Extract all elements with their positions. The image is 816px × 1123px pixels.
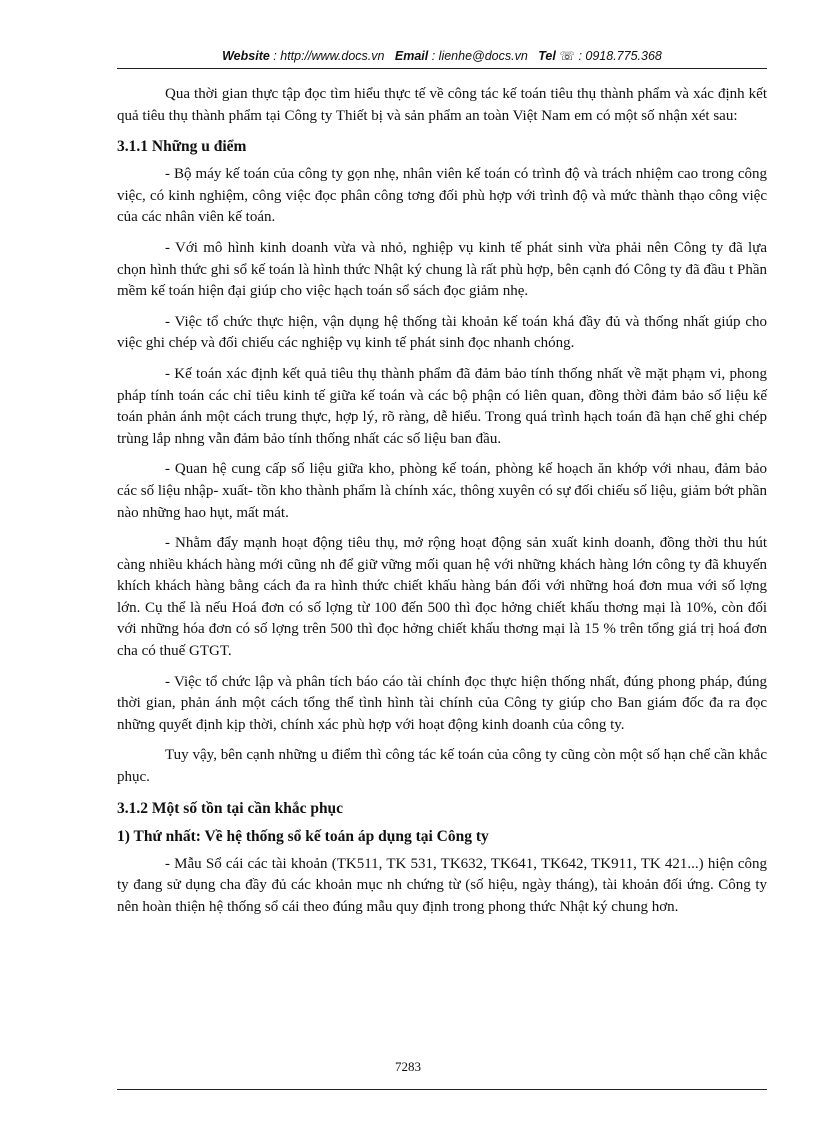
tel-value: : 0918.775.368 [578,49,662,63]
email-label: Email [394,49,429,63]
website-value: : http://www.docs.vn [273,49,385,63]
website-label: Website [222,49,270,63]
section-heading-advantages: 3.1.1 Những u điểm [117,138,247,156]
phone-icon: ☏ [559,49,575,63]
paragraph-6: - Nhằm đẩy mạnh hoạt động tiêu thụ, mở rộng hoạt động sản xuất kinh doanh, đồng thời thu hút càng nhiều khách hàng mới cũng nh để giữ vững mối quan hệ với những khách hàng lớn công ty đã khuyến khích khách hàng bằng cách đa ra hình thức chiết khấu hàng bán đối với những hoá đơn mua với số lợng lớn. Cụ thể là nếu Hoá đơn có số lợng từ 100 đến 500 thì đọc hởng chiết khấu thơng mại là 10%, còn đối với những hóa đơn có số lợng trên 500 thì đọc hởng chiết khấu thơng mại là 15 % trên tổng giá trị hoá đơn cha có thuế GTGT. [117,535,767,660]
page-number: 7283 [395,1059,421,1074]
paragraph-7: - Việc tổ chức lập và phân tích báo cáo tài chính đọc thực hiện thống nhất, đúng phong pháp, đúng thời gian, phản ánh một cách tổng thể tình hình tài chính của Công ty giúp cho Ban giám đốc đa ra đọc những quyết định kịp thời, chính xác phù hợp với hoạt động kinh doanh của công ty. [117,673,767,733]
page-header [117,48,767,69]
subsection-heading-first: 1) Thứ nhất: Về hệ thống sổ kế toán áp dụng tại Công ty [117,827,489,845]
paragraph-2: - Với mô hình kinh doanh vừa và nhỏ, nghiệp vụ kinh tế phát sinh vừa phải nên Công ty đã lựa chọn hình thức ghi sổ kế toán là hình thức Nhật ký chung là rất phù hợp, bên cạnh đó Công ty đã đầu t Phần mềm kế toán hiện đại giúp cho việc hạch toán sổ sách đọc giảm nhẹ. [117,239,767,300]
email-value: : lienhe@docs.vn [431,49,528,63]
paragraph-1: - Bộ máy kế toán của công ty gọn nhẹ, nhân viên kế toán có trình độ và trách nhiệm cao trong công việc, có kinh nghiệm, công việc đọc phân công tơng đối phù hợp với trình độ và mức thành thạo công việc của các nhân viên kế toán. [117,166,767,226]
intro-paragraph: Qua thời gian thực tập đọc tìm hiểu thực tế về công tác kế toán tiêu thụ thành phẩm và xác định kết quả tiêu thụ thành phẩm tại Công ty Thiết bị và sản phẩm an toàn Việt Nam em có một số nhận xét sau: [117,86,767,124]
document-body [117,84,767,927]
footer-rule [117,1089,767,1090]
paragraph-5: - Quan hệ cung cấp số liệu giữa kho, phòng kế toán, phòng kế hoạch ăn khớp với nhau, đảm bảo các số liệu nhập- xuất- tồn kho thành phẩm là chính xác, thông xuyên có sự đối chiếu số liệu, giảm bớt phần nào những hao hụt, mất mát. [117,461,767,521]
paragraph-4: - Kế toán xác định kết quả tiêu thụ thành phẩm đã đảm bảo tính thống nhất về mặt phạm vi, phong pháp tính toán các chỉ tiêu kinh tế giữa kế toán và các bộ phận có liên quan, đồng thời đảm bảo số liệu kế toán phản ánh một cách trung thực, hợp lý, rõ ràng, dễ hiểu. Trong quá trình hạch toán đã hạn chế ghi chép trùng lắp nhng vẫn đảm bảo tính thống nhất các số liệu ban đầu. [117,365,767,447]
tel-label: Tel [538,49,556,63]
paragraph-9: - Mẫu Sổ cái các tài khoản (TK511, TK 531, TK632, TK641, TK642, TK911, TK 421...) hiện công ty đang sử dụng cha đầy đủ các khoản mục nh chứng từ (số hiệu, ngày tháng), tài khoản đối ứng. Công ty nên hoàn thiện hệ thống sổ cái theo đúng mẫu quy định trong phong thức Nhật ký chung hơn. [117,855,767,915]
paragraph-8: Tuy vậy, bên cạnh những u điểm thì công tác kế toán của công ty cũng còn một số hạn chế cần khắc phục. [117,747,767,786]
section-heading-limitations: 3.1.2 Một số tồn tại cần khắc phục [117,799,344,817]
paragraph-3: - Việc tổ chức thực hiện, vận dụng hệ thống tài khoản kế toán khá đầy đủ và thống nhất giúp cho việc ghi chép và đối chiếu các nghiệp vụ kinh tế phát sinh đọc nhanh chóng. [117,313,767,352]
